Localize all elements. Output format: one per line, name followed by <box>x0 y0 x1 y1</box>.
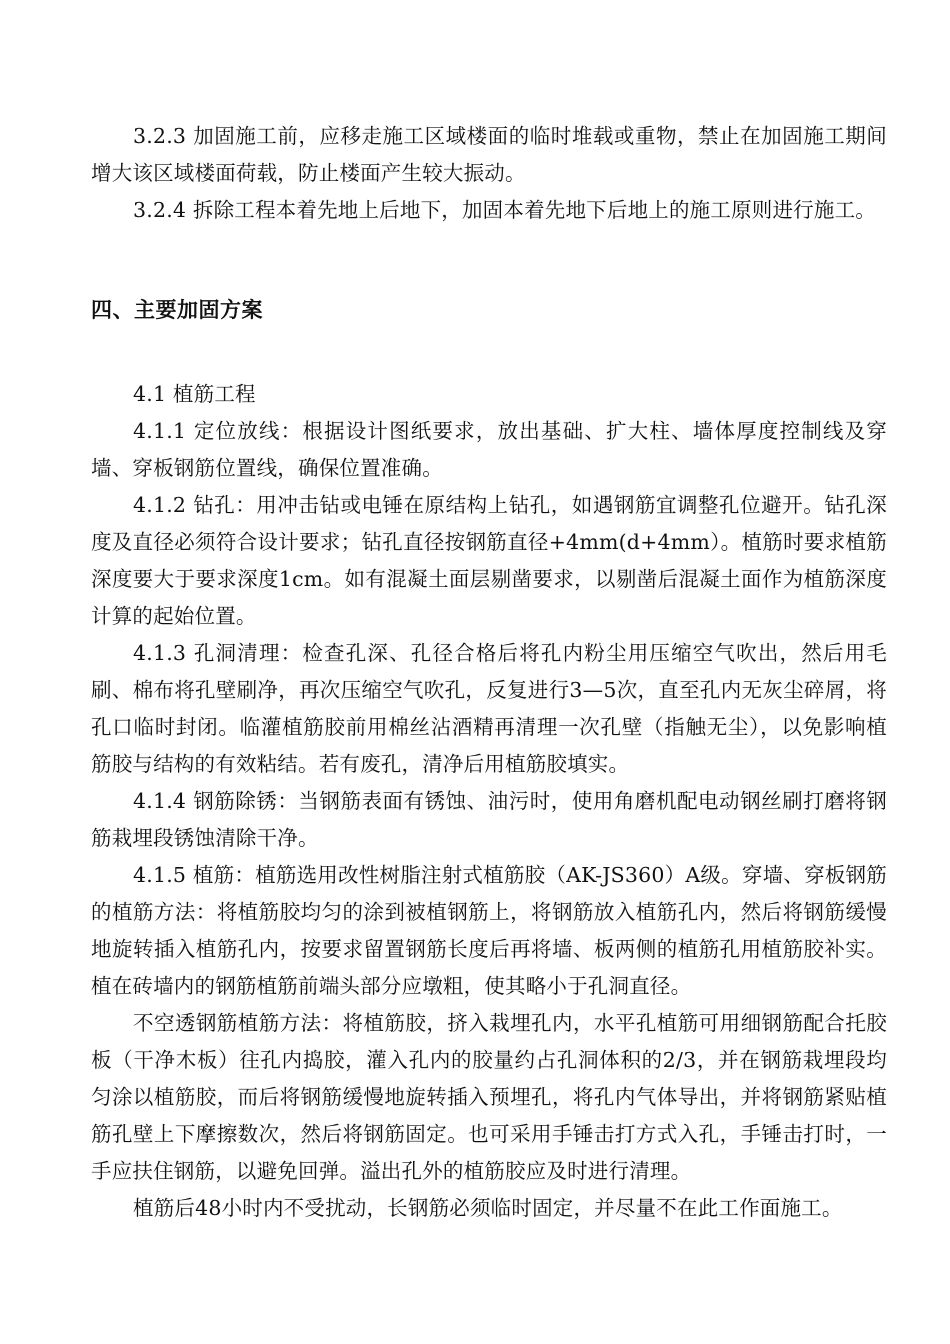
section-3-2-text <box>91 118 887 229</box>
paragraph-4-1-title: 4.1 植筋工程 <box>133 382 256 406</box>
section-heading: 四、主要加固方案 <box>91 298 263 322</box>
section-4-1-text <box>91 376 887 1227</box>
paragraph-4-1-2: 4.1.2 钻孔：用冲击钻或电锤在原结构上钻孔，如遇钢筋宜调整孔位避开。钻孔深度及直径必须符合设计要求；钻孔直径按钢筋直径+4mm(d+4mm）。植筋时要求植筋深度要大于要求深度1cm。如有混凝土面层剔凿要求，以剔凿后混凝土面作为植筋深度计算的起始位置。 <box>91 493 887 628</box>
paragraph-4-1-5: 4.1.5 植筋：植筋选用改性树脂注射式植筋胶（AK-JS360）A级。穿墙、穿板钢筋的植筋方法：将植筋胶均匀的涂到被植钢筋上，将钢筋放入植筋孔内，然后将钢筋缓慢地旋转插入植筋孔内，按要求留置钢筋长度后再将墙、板两侧的植筋孔用植筋胶补实。植在砖墙内的钢筋植筋前端头部分应墩粗，使其略小于孔洞直径。 <box>91 863 887 998</box>
paragraph-3-2-3: 3.2.3 加固施工前，应移走施工区域楼面的临时堆载或重物，禁止在加固施工期间增大该区域楼面荷载，防止楼面产生较大振动。 <box>91 124 887 185</box>
paragraph-after-planting: 植筋后48小时内不受扰动，长钢筋必须临时固定，并尽量不在此工作面施工。 <box>133 1196 843 1220</box>
paragraph-3-2-4: 3.2.4 拆除工程本着先地上后地下，加固本着先地下后地上的施工原则进行施工。 <box>133 198 876 222</box>
paragraph-non-through-method: 不空透钢筋植筋方法：将植筋胶，挤入栽埋孔内，水平孔植筋可用细钢筋配合托胶板（干净木板）往孔内捣胶，灌入孔内的胶量约占孔洞体积的2/3，并在钢筋栽埋段均匀涂以植筋胶，而后将钢筋缓慢地旋转插入预埋孔，将孔内气体导出，并将钢筋紧贴植筋孔壁上下摩擦数次，然后将钢筋固定。也可采用手锤击打方式入孔，手锤击打时，一手应扶住钢筋，以避免回弹。溢出孔外的植筋胶应及时进行清理。 <box>91 1011 887 1183</box>
paragraph-4-1-1: 4.1.1 定位放线：根据设计图纸要求，放出基础、扩大柱、墙体厚度控制线及穿墙、穿板钢筋位置线，确保位置准确。 <box>91 419 887 480</box>
paragraph-4-1-3: 4.1.3 孔洞清理：检查孔深、孔径合格后将孔内粉尘用压缩空气吹出，然后用毛刷、棉布将孔壁刷净，再次压缩空气吹孔，反复进行3—5次，直至孔内无灰尘碎屑，将孔口临时封闭。临灌植筋胶前用棉丝沾酒精再清理一次孔壁（指触无尘），以免影响植筋胶与结构的有效粘结。若有废孔，清净后用植筋胶填实。 <box>91 641 887 776</box>
paragraph-4-1-4: 4.1.4 钢筋除锈：当钢筋表面有锈蚀、油污时，使用角磨机配电动钢丝刷打磨将钢筋栽埋段锈蚀清除干净。 <box>91 789 887 850</box>
